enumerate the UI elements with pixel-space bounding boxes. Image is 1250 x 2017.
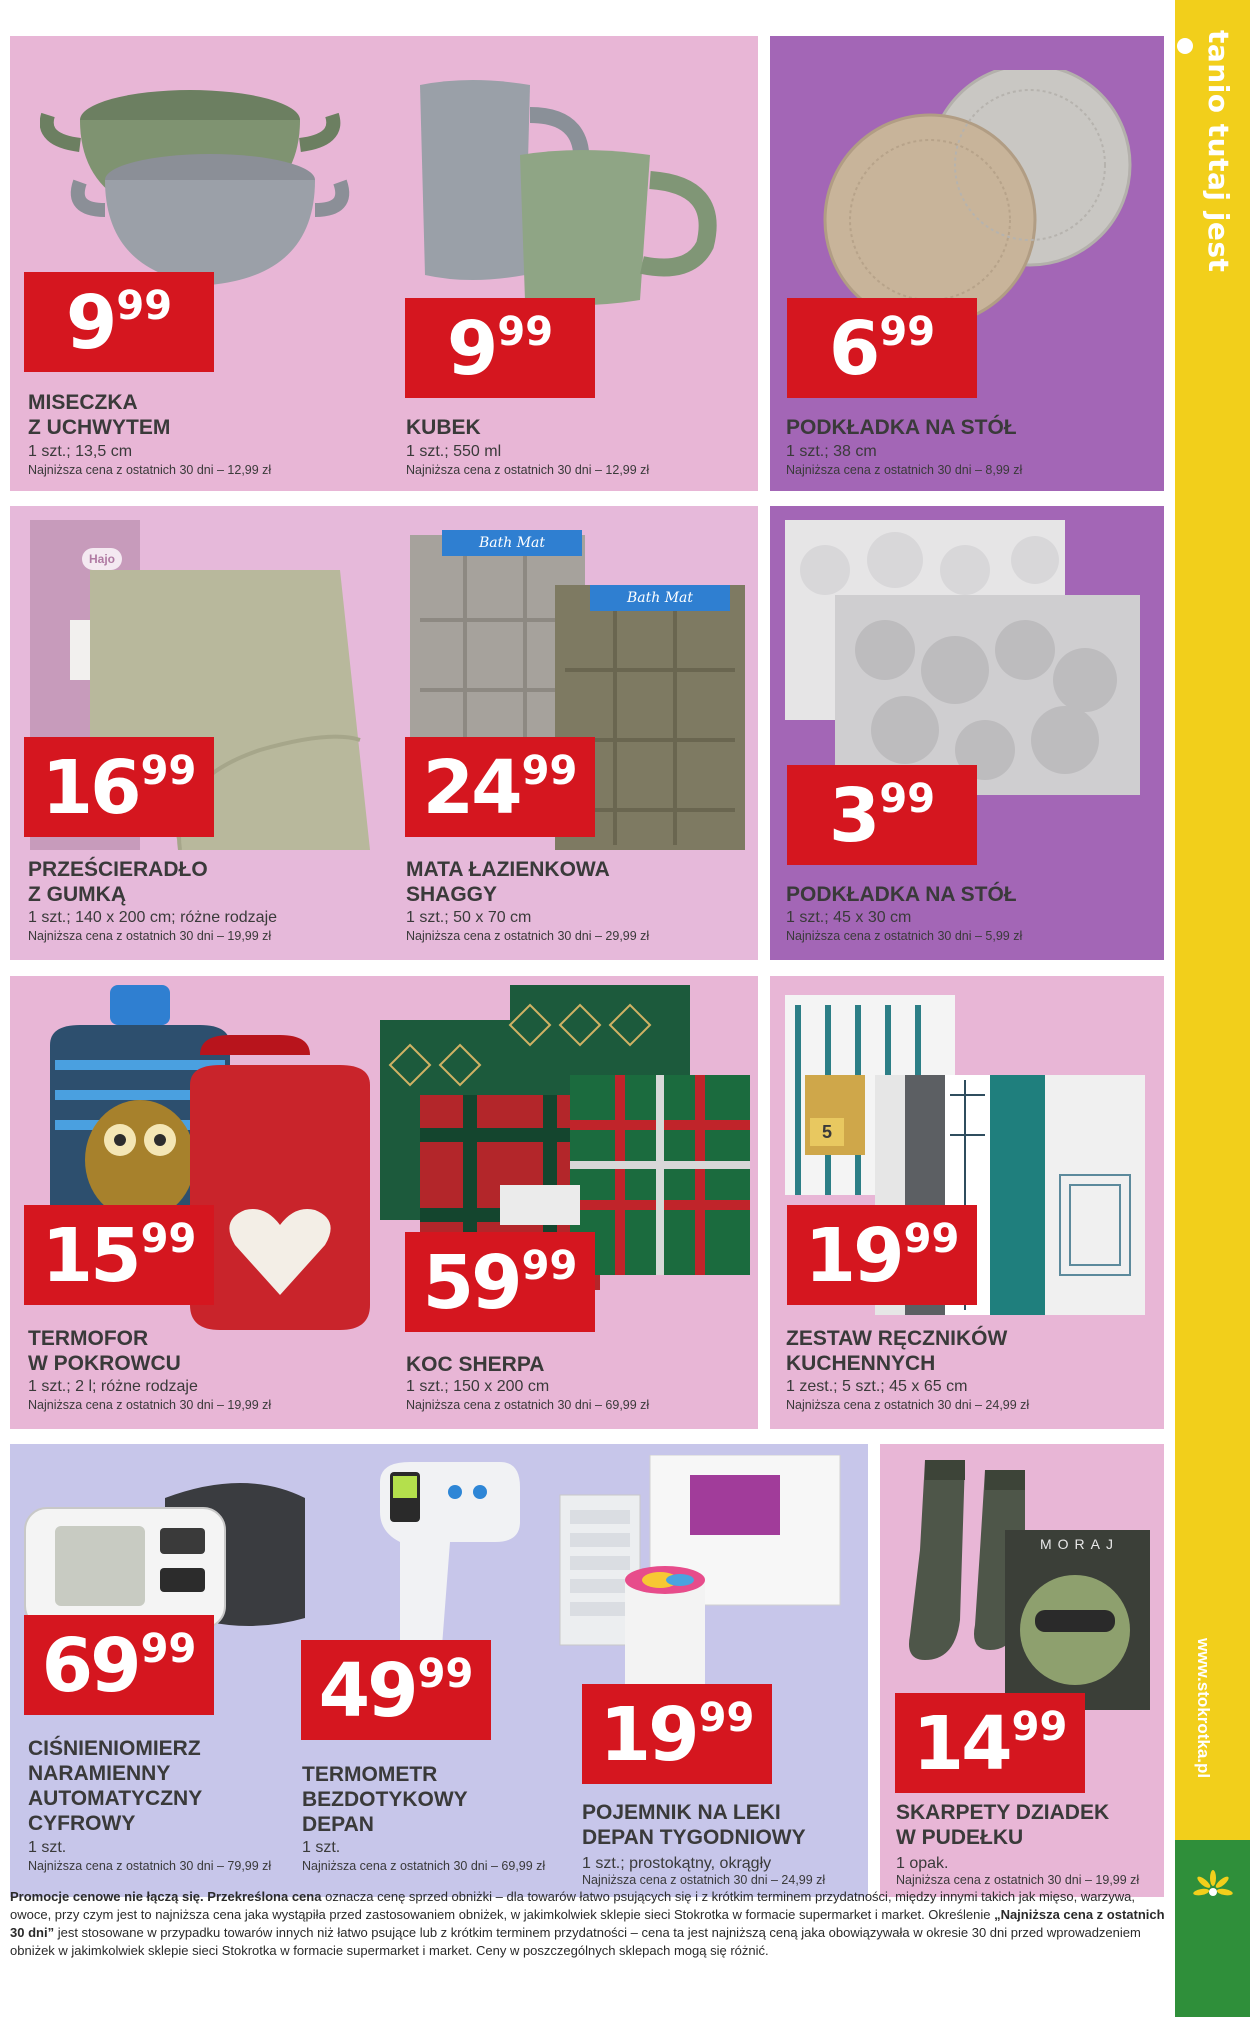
- price-tag: [787, 298, 977, 398]
- lowest-price-note: Najniższa cena z ostatnich 30 dni – 8,99 zł: [786, 463, 1023, 477]
- product-spec: 1 szt.; 140 x 200 cm; różne rodzaje: [28, 909, 278, 926]
- stokrotka-flower-icon: [1193, 1868, 1233, 1908]
- price-main: 59: [422, 1240, 520, 1326]
- website-url[interactable]: www.stokrotka.pl: [1194, 1638, 1213, 1779]
- price-tag: [405, 298, 595, 398]
- lowest-price-note: Najniższa cena z ostatnich 30 dni – 79,99 zł: [28, 1859, 272, 1873]
- price-tag: [787, 1205, 977, 1305]
- price-cents: 99: [116, 283, 173, 329]
- product-name: KUBEK: [406, 416, 481, 439]
- rect-placemat-illustration: [785, 520, 1155, 795]
- price-main: 14: [912, 1701, 1010, 1787]
- product-name: TERMOMETR BEZDOTYKOWY DEPAN: [302, 1763, 468, 1836]
- side-band: [1175, 0, 1250, 1880]
- product-spec: 1 szt.; prostokątny, okrągły: [582, 1855, 772, 1872]
- product-spec: 1 szt.; 550 ml: [406, 443, 502, 460]
- lowest-price-note: Najniższa cena z ostatnich 30 dni – 24,99 zł: [786, 1398, 1030, 1412]
- legal-disclaimer: Promocje cenowe nie łączą się. Przekreślona cena oznacza cenę sprzed obniżki – dla towarów łatwo psujących się i z krótkim terminem przydatności, między innymi takich jak mięso, warzywa, owoce, przy czym jest to najniższa cena jaka wystąpiła przed zastosowaniem obniżek, w jakimkolwiek sklepie sieci Stokrotka w formacie supermarket i market. Określenie „Najniższa cena z ostatnich 30 dni” jest stosowane w przypadku towarów innych niż łatwo psujące lub z krótkim terminem przydatności – cena ta jest najniższą ceną jaka obowiązywała w okresie 30 dni przed wprowadzeniem obniżek w jakimkolwiek sklepie sieci Stokrotka w formacie supermarket i market. Ceny w poszczególnych sklepach mogą się różnić.: [10, 1889, 1165, 1958]
- price-cents: 99: [521, 748, 578, 794]
- lowest-price-note: Najniższa cena z ostatnich 30 dni – 12,99 zł: [28, 463, 272, 477]
- socks-illustration: [905, 1450, 1155, 1710]
- lowest-price-note: Najniższa cena z ostatnich 30 dni – 12,99 zł: [406, 463, 650, 477]
- price-main: 69: [41, 1623, 139, 1709]
- price-main: 19: [804, 1213, 902, 1299]
- price-tag: [582, 1684, 772, 1784]
- product-name: CIŚNIENIOMIERZ NARAMIENNY AUTOMATYCZNY CYFROWY: [28, 1737, 203, 1835]
- product-spec: 1 szt.; 38 cm: [786, 443, 877, 460]
- price-cents: 99: [698, 1695, 755, 1741]
- lowest-price-note: Najniższa cena z ostatnich 30 dni – 69,99 zł: [406, 1398, 650, 1412]
- price-main: 16: [41, 745, 139, 831]
- price-cents: 99: [140, 1626, 197, 1672]
- price-tag: [301, 1640, 491, 1740]
- product-name: POJEMNIK NA LEKI DEPAN TYGODNIOWY: [582, 1801, 806, 1849]
- price-tag: [24, 272, 214, 372]
- lowest-price-note: Najniższa cena z ostatnich 30 dni – 5,99 zł: [786, 929, 1023, 943]
- round-placemat-illustration: [790, 70, 1160, 330]
- product-spec: 1 szt.; 50 x 70 cm: [406, 909, 532, 926]
- price-main: 9: [446, 306, 496, 392]
- towel-tag: 5: [810, 1118, 844, 1146]
- socks-brand: MORAJ: [1040, 1536, 1119, 1552]
- product-spec: 1 szt.: [28, 1839, 67, 1856]
- product-spec: 1 opak.: [896, 1855, 949, 1872]
- lowest-price-note: Najniższa cena z ostatnich 30 dni – 24,99 zł: [582, 1873, 826, 1887]
- price-cents: 99: [521, 1243, 578, 1289]
- blood-pressure-monitor-illustration: [15, 1468, 315, 1638]
- lowest-price-note: Najniższa cena z ostatnich 30 dni – 29,99 zł: [406, 929, 650, 943]
- price-tag: [24, 1615, 214, 1715]
- product-name: MISECZKA Z UCHWYTEM: [28, 391, 171, 439]
- price-main: 3: [828, 773, 878, 859]
- price-main: 19: [599, 1692, 697, 1778]
- product-name: PRZEŚCIERADŁO Z GUMKĄ: [28, 858, 208, 906]
- product-spec: 1 szt.; 2 l; różne rodzaje: [28, 1378, 198, 1395]
- lowest-price-note: Najniższa cena z ostatnich 30 dni – 69,99 zł: [302, 1859, 546, 1873]
- product-spec: 1 szt.: [302, 1839, 341, 1856]
- price-main: 49: [318, 1648, 416, 1734]
- price-tag: [405, 1232, 595, 1332]
- price-main: 15: [41, 1213, 139, 1299]
- logo-panel: [1175, 1840, 1250, 2017]
- price-cents: 99: [140, 748, 197, 794]
- price-tag: [895, 1693, 1085, 1793]
- product-name: PODKŁADKA NA STÓŁ: [786, 416, 1017, 439]
- price-cents: 99: [497, 309, 554, 355]
- product-spec: 1 szt.; 150 x 200 cm: [406, 1378, 550, 1395]
- product-name: PODKŁADKA NA STÓŁ: [786, 883, 1017, 906]
- lowest-price-note: Najniższa cena z ostatnich 30 dni – 19,99 zł: [28, 1398, 272, 1412]
- price-cents: 99: [903, 1216, 960, 1262]
- price-tag: [787, 765, 977, 865]
- price-main: 9: [65, 280, 115, 366]
- mug-illustration: [410, 75, 750, 305]
- product-spec: 1 szt.; 45 x 30 cm: [786, 909, 912, 926]
- price-cents: 99: [879, 309, 936, 355]
- product-name: TERMOFOR W POKROWCU: [28, 1327, 181, 1375]
- pill-box-illustration: [540, 1455, 850, 1695]
- bath-mat-label: Bath Mat: [590, 585, 730, 611]
- price-main: 24: [422, 745, 520, 831]
- price-cents: 99: [140, 1216, 197, 1262]
- price-cents: 99: [1011, 1704, 1068, 1750]
- product-name: KOC SHERPA: [406, 1353, 545, 1376]
- bowl-illustration: [40, 70, 360, 300]
- product-name: ZESTAW RĘCZNIKÓW KUCHENNYCH: [786, 1327, 1008, 1375]
- product-spec: 1 szt.; 13,5 cm: [28, 443, 133, 460]
- price-tag: [24, 1205, 214, 1305]
- product-spec: 1 zest.; 5 szt.; 45 x 65 cm: [786, 1378, 968, 1395]
- price-tag: [24, 737, 214, 837]
- slogan: tanio tutaj jest: [1189, 30, 1235, 290]
- sheet-brand-logo: Hajo: [82, 548, 122, 570]
- bath-mat-label: Bath Mat: [442, 530, 582, 556]
- price-tag: [405, 737, 595, 837]
- lowest-price-note: Najniższa cena z ostatnich 30 dni – 19,99 zł: [28, 929, 272, 943]
- lowest-price-note: Najniższa cena z ostatnich 30 dni – 19,99 zł: [896, 1873, 1140, 1887]
- price-main: 6: [828, 306, 878, 392]
- dot-icon: [1177, 38, 1193, 54]
- price-cents: 99: [417, 1651, 474, 1697]
- product-name: SKARPETY DZIADEK W PUDEŁKU: [896, 1801, 1110, 1849]
- price-cents: 99: [879, 776, 936, 822]
- product-name: MATA ŁAZIENKOWA SHAGGY: [406, 858, 610, 906]
